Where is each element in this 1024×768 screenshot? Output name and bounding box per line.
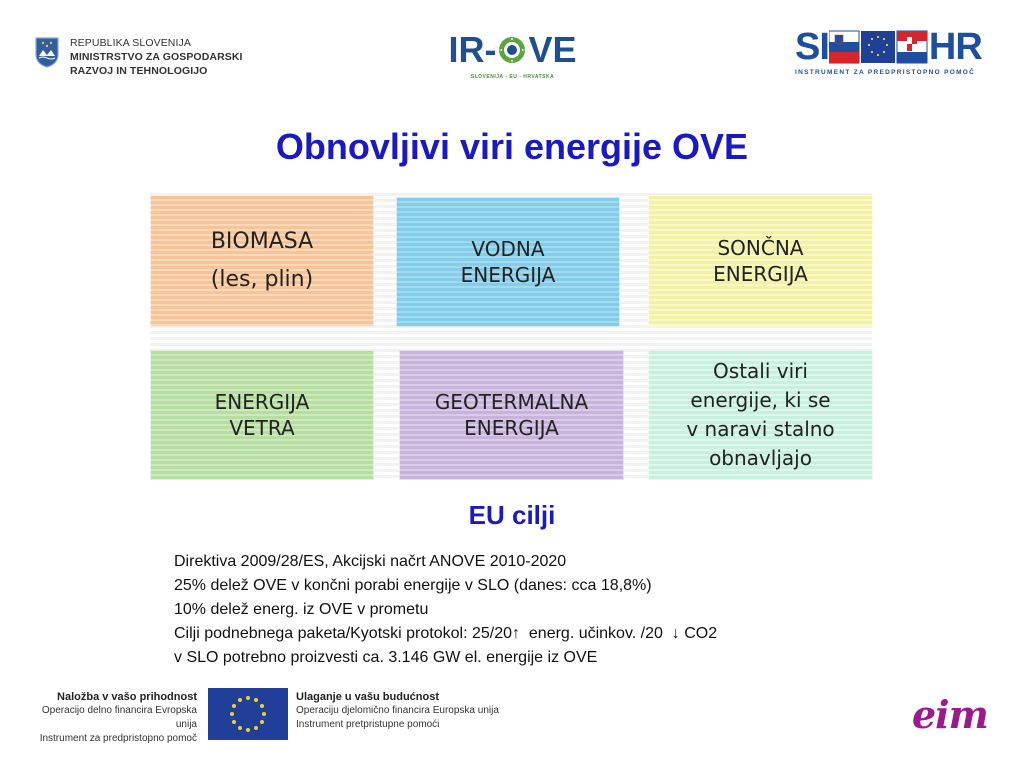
ministry-line-3: RAZVOJ IN TEHNOLOGIJO [70,65,208,77]
eu-flag-icon [208,688,288,740]
flags-icon [829,29,929,65]
box-label: VODNA ENERGIJA [460,237,556,287]
footer-right-line: Instrument pretpristupne pomoći [296,719,440,730]
ir-ove-logo [440,30,585,90]
footer-left-line: Instrument za predpristopno pomoč [39,733,197,744]
ministry-line-2: MINISTRSTVO ZA GOSPODARSKI [70,51,243,63]
box-label: SONČNA ENERGIJA [713,236,808,286]
footer-right-heading: Ulaganje u vašu budućnost [296,691,440,703]
footer-left-heading: Naložba v vašo prihodnost [57,691,197,703]
box-label: Ostali viri energije, ki se v naravi stalno obnavljajo [686,359,835,470]
box-energija-vetra [150,350,374,480]
footer-left-line: Operacijo delno financira Evropska unija [41,705,197,730]
box-label: ENERGIJA VETRA [214,390,310,440]
section-heading: EU cilji [468,500,556,530]
irove-right: VE [528,29,577,70]
irove-left: IR- [448,29,497,70]
ministry-line-1: REPUBLIKA SLOVENIJA [70,37,191,49]
sihr-right: HR [928,26,982,68]
page-title: Obnovljivi viri energije OVE [275,126,749,167]
sihr-left: SI [795,26,829,68]
eim-logo: eim [912,692,988,737]
box-biomasa [150,195,374,327]
goal-line: Direktiva 2009/28/ES, Akcijski načrt ANOVE 2010-2020 [174,553,567,570]
irove-subtitle: SLOVENIJA - EU - HRVATSKA [470,74,555,80]
slovenia-crest-icon [34,36,60,68]
eu-stars-o-icon [497,35,527,65]
box-label: BIOMASA (les, plin) [210,229,314,292]
box-geotermalna-energija [399,350,624,480]
footer-slovenian-notice [22,690,197,746]
goal-line: 10% delež energ. iz OVE v prometu [174,601,429,618]
si-hr-logo [795,28,1000,84]
box-vodna-energija [396,197,620,327]
goal-line: v SLO potrebno proizvesti ca. 3.146 GW el. energije iz OVE [174,649,598,666]
box-label: GEOTERMALNA ENERGIJA [434,390,589,440]
goals-list [174,550,717,670]
goal-line: Cilji podnebnega paketa/Kyotski protokol: 25/20↑ energ. učinkov. /20 ↓ CO2 [174,625,718,642]
ministry-logo [34,36,243,78]
footer-right-line: Operaciju djelomično financira Europska unija [296,705,499,716]
box-soncna-energija [648,195,873,327]
box-ostali-viri [648,350,873,480]
goal-line: 25% delež OVE v končni porabi energije v SLO (danes: cca 18,8%) [174,577,652,594]
sihr-subtitle: INSTRUMENT ZA PREDPRISTOPNO POMOČ [795,69,976,76]
footer-croatian-notice [296,690,516,732]
